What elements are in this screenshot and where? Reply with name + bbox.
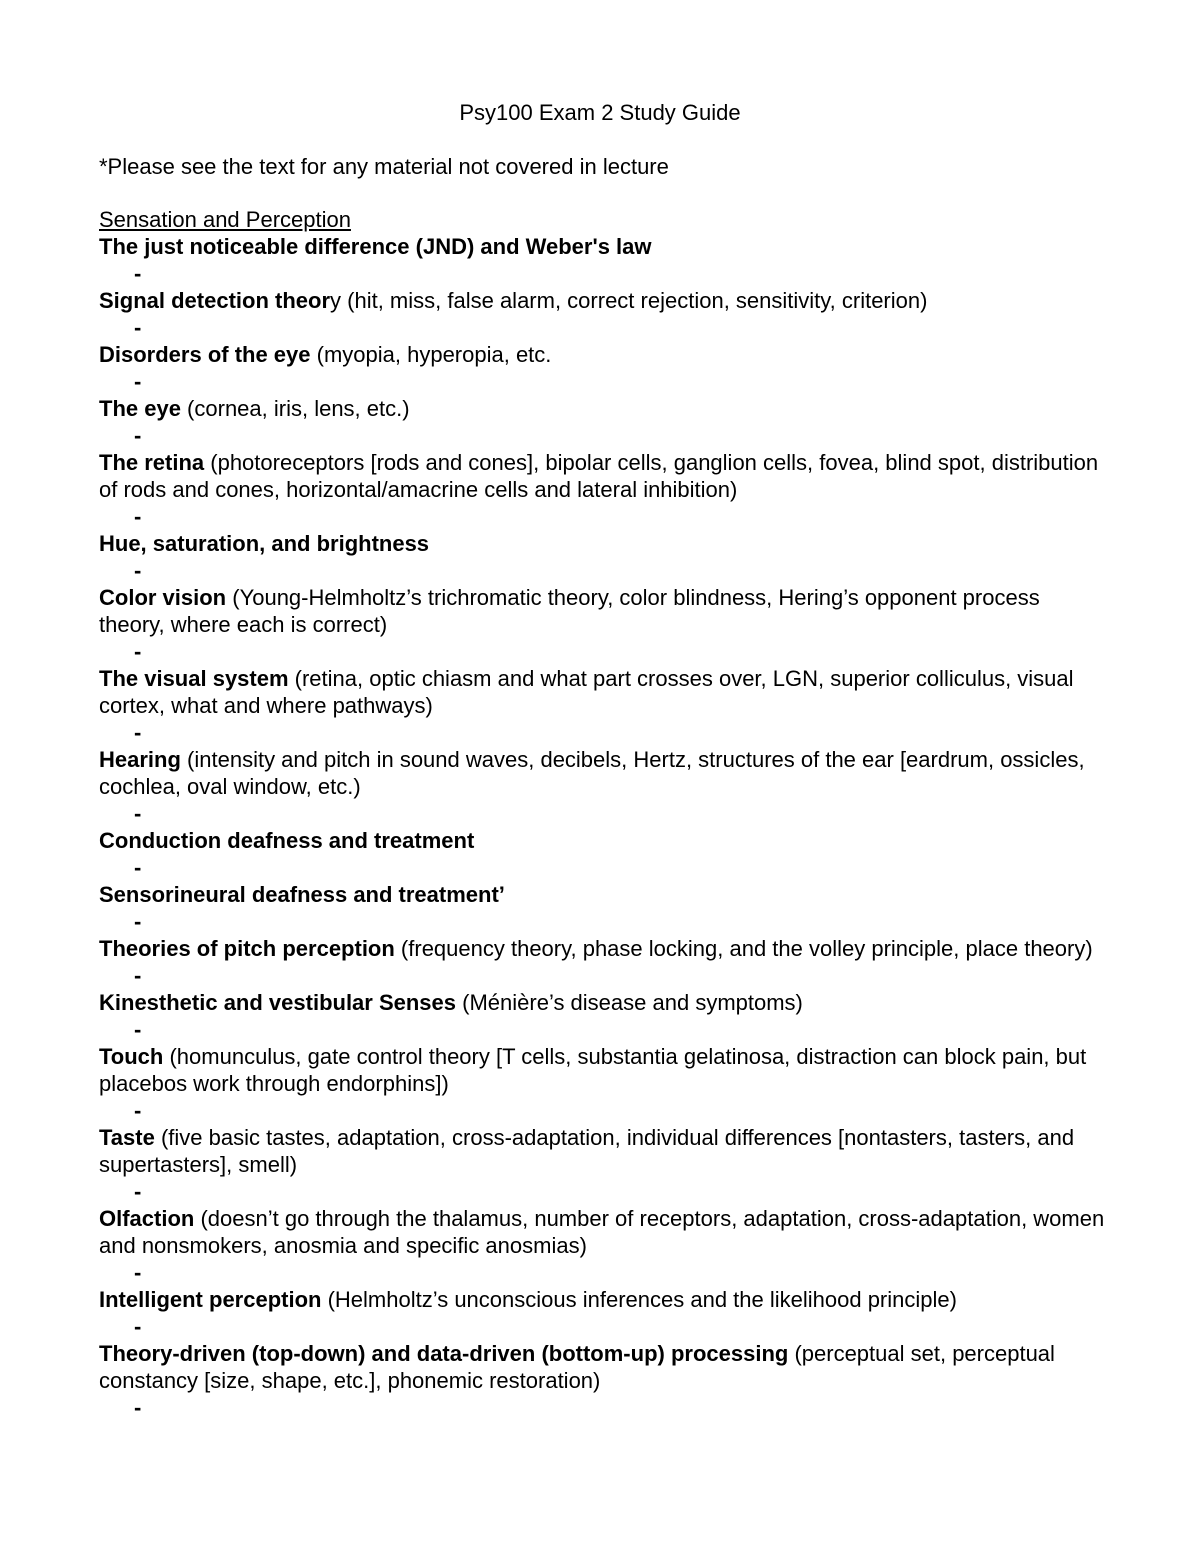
bullet-dash: - xyxy=(134,909,142,934)
bullet-dash: - xyxy=(134,1314,142,1339)
list-item xyxy=(99,1340,1109,1421)
topic-name: Color vision xyxy=(99,585,227,610)
list-item xyxy=(99,1286,1109,1340)
bullet-dash: - xyxy=(134,801,142,826)
list-item xyxy=(99,935,1109,989)
topic-text xyxy=(99,341,1109,368)
bullet-dash: - xyxy=(134,720,142,745)
topic-details: (myopia, hyperopia, etc. xyxy=(310,342,552,367)
list-item xyxy=(99,233,1109,287)
list-item xyxy=(99,1205,1109,1286)
topic-name: The just noticeable difference (JND) and Weber's law xyxy=(99,234,652,259)
topic-text xyxy=(99,1043,1109,1097)
topic-details: (intensity and pitch in sound waves, decibels, Hertz, structures of the ear [eardrum, ossicles, cochlea, oval window, etc.) xyxy=(99,747,1085,799)
list-item xyxy=(99,665,1109,746)
topic-name: Kinesthetic and vestibular Senses xyxy=(99,990,457,1015)
topic-name: Sensorineural deafness and treatment’ xyxy=(99,882,505,907)
bullet-dash: - xyxy=(134,558,142,583)
list-item xyxy=(99,881,1109,935)
topic-name: Taste xyxy=(99,1125,155,1150)
topic-details: (homunculus, gate control theory [T cells, substantia gelatinosa, distraction can block pain, but placebos work through endorphins]) xyxy=(99,1044,1087,1096)
topic-details: (Helmholtz’s unconscious inferences and the likelihood principle) xyxy=(321,1287,957,1312)
topic-text xyxy=(99,1205,1109,1259)
topic-details: (frequency theory, phase locking, and the volley principle, place theory) xyxy=(394,936,1093,961)
topic-name: The visual system xyxy=(99,666,289,691)
topic-text xyxy=(99,233,1109,260)
bullet-dash: - xyxy=(134,639,142,664)
topic-text xyxy=(99,935,1109,962)
section-heading: Sensation and Perception xyxy=(99,207,351,232)
topic-name: Signal detection theor xyxy=(99,288,331,313)
bullet-dash: - xyxy=(134,855,142,880)
list-item xyxy=(99,530,1109,584)
topic-details: (photoreceptors [rods and cones], bipolar cells, ganglion cells, fovea, blind spot, distribution of rods and cones, horizontal/amacrine cells and lateral inhibition) xyxy=(99,450,1099,502)
topic-name: Hue, saturation, and brightness xyxy=(99,531,430,556)
list-item xyxy=(99,449,1109,530)
bullet-dash: - xyxy=(134,1395,142,1420)
bullet-dash: - xyxy=(134,1260,142,1285)
list-item xyxy=(99,1043,1109,1124)
topic-details: (doesn’t go through the thalamus, number of receptors, adaptation, cross-adaptation, women and nonsmokers, anosmia and specific anosmias) xyxy=(99,1206,1105,1258)
topic-text xyxy=(99,827,1109,854)
bullet-dash: - xyxy=(134,504,142,529)
bullet-dash: - xyxy=(134,1017,142,1042)
topic-details: (retina, optic chiasm and what part crosses over, LGN, superior colliculus, visual cortex, what and where pathways) xyxy=(99,666,1074,718)
document-note: *Please see the text for any material not covered in lecture xyxy=(99,154,669,179)
topic-name: Conduction deafness and treatment xyxy=(99,828,475,853)
bullet-dash: - xyxy=(134,963,142,988)
list-item xyxy=(99,395,1109,449)
topic-text xyxy=(99,530,1109,557)
topic-details: (cornea, iris, lens, etc.) xyxy=(180,396,410,421)
document-title: Psy100 Exam 2 Study Guide xyxy=(459,100,741,125)
topic-text xyxy=(99,1124,1109,1178)
topic-details: (Young-Helmholtz’s trichromatic theory, color blindness, Hering’s opponent process theory, where each is correct) xyxy=(99,585,1040,637)
topic-details: (five basic tastes, adaptation, cross-adaptation, individual differences [nontasters, tasters, and supertasters], smell) xyxy=(99,1125,1075,1177)
bullet-dash: - xyxy=(134,315,142,340)
topic-name: Olfaction xyxy=(99,1206,195,1231)
topic-name: Hearing xyxy=(99,747,181,772)
topic-name: Touch xyxy=(99,1044,164,1069)
topic-details: (Ménière’s disease and symptoms) xyxy=(456,990,803,1015)
topic-text xyxy=(99,584,1109,638)
topic-text xyxy=(99,665,1109,719)
list-item xyxy=(99,827,1109,881)
list-item xyxy=(99,1124,1109,1205)
topic-text xyxy=(99,1340,1109,1394)
topic-details: y (hit, miss, false alarm, correct rejection, sensitivity, criterion) xyxy=(330,288,928,313)
bullet-dash: - xyxy=(134,369,142,394)
topic-text xyxy=(99,989,1109,1016)
list-item xyxy=(99,746,1109,827)
topic-details: (perceptual set, perceptual constancy [size, shape, etc.], phonemic restoration) xyxy=(99,1341,1055,1393)
list-item xyxy=(99,287,1109,341)
topic-text xyxy=(99,395,1109,422)
topic-list xyxy=(99,233,1109,1421)
topic-name: Theory-driven (top-down) and data-driven (bottom-up) processing xyxy=(99,1341,789,1366)
bullet-dash: - xyxy=(134,1179,142,1204)
topic-name: Disorders of the eye xyxy=(99,342,311,367)
topic-text xyxy=(99,881,1109,908)
topic-text xyxy=(99,287,1109,314)
topic-name: The eye xyxy=(99,396,181,421)
topic-name: Theories of pitch perception xyxy=(99,936,395,961)
bullet-dash: - xyxy=(134,261,142,286)
list-item xyxy=(99,989,1109,1043)
topic-text xyxy=(99,449,1109,503)
topic-name: The retina xyxy=(99,450,205,475)
topic-text xyxy=(99,746,1109,800)
bullet-dash: - xyxy=(134,1098,142,1123)
list-item xyxy=(99,341,1109,395)
topic-text xyxy=(99,1286,1109,1313)
bullet-dash: - xyxy=(134,423,142,448)
topic-name: Intelligent perception xyxy=(99,1287,322,1312)
list-item xyxy=(99,584,1109,665)
